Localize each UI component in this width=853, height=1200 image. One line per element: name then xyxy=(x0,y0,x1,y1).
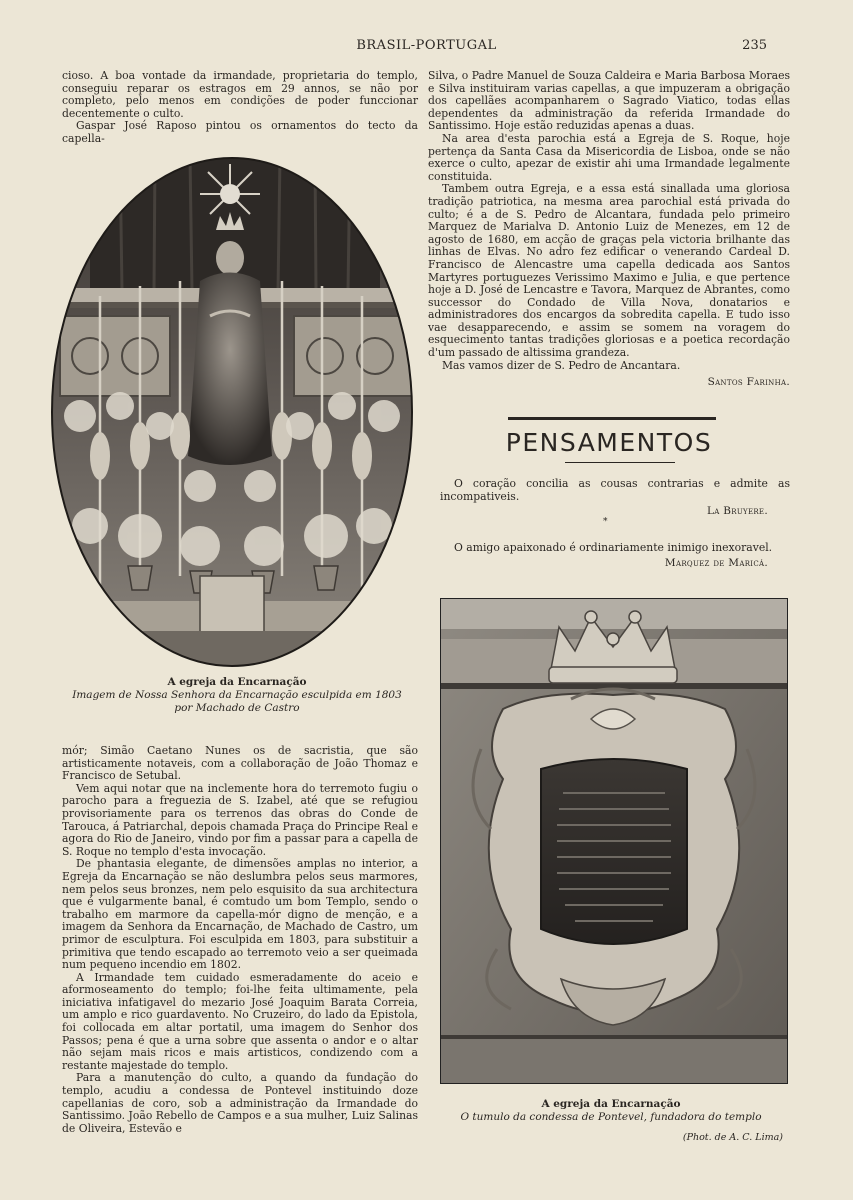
paragraph: Vem aqui notar que na inclemente hora do terremoto fugiu o parocho para a freguezia de S. Izabel, até que se refugiou provisoriamente para os terrenos das obras do Conde de Tarouca, á Patriarchal, depois chamada Praça do Principe Real e agora do Rio de Janeiro, vindo por fim a passar para a capella de S. Roque no templo d'esta invocação. xyxy=(62,781,418,858)
altar-photograph xyxy=(50,156,414,668)
paragraph: Tambem outra Egreja, e a essa está sinallada uma gloriosa tradição patriotica, na mesma area parochial está privada do culto; é a de S. Pedro de Alcantara, fundada pelo primeiro Marquez de Marialva D. Antonio Luiz de Menezes, em 12 de agosto de 1680, em acção de graças pela victoria brilhante das linhas de Elvas. No adro fez edificar o venerando Cardeal D. Francisco de Alencastre uma capella dedicada aos Santos Martyres portuguezes Verissimo Maximo e Julia, e que pertence hoje a D. José de Lencastre e Tavora, Marquez de Abrantes, como successor do Condado de Villa Nova, donatarios e administradores dos encargos da sobredita capella. E tudo isso vae desapparecendo, e assim se somem na voragem do esquecimento tantas tradições gloriosas e a poetica recordação d'um passado de altissima grandeza. xyxy=(428,182,790,360)
right-column-text xyxy=(428,70,790,388)
caption-line: O tumulo da condessa de Pontevel, fundadora do templo xyxy=(460,1111,762,1123)
paragraph: mór; Simão Caetano Nunes os de sacristia, que são artisticamente notaveis, com a collaboração de João Thomaz e Francisco de Setubal. xyxy=(62,744,418,783)
page-number: 235 xyxy=(742,38,767,53)
running-head xyxy=(0,38,853,56)
caption-title: A egreja da Encarnação xyxy=(167,676,307,688)
quote-author: Marquez de Maricá. xyxy=(664,556,768,569)
altar-figure-caption xyxy=(62,676,412,715)
publication-title: BRASIL-PORTUGAL xyxy=(356,38,497,53)
paragraph: Mas vamos dizer de S. Pedro de Ancantara. xyxy=(442,358,681,372)
quote xyxy=(440,478,790,517)
paragraph: cioso. A boa vontade da irmandade, proprietaria do templo, conseguiu reparar os estragos em 29 annos, se não por completo, pelo menos em condições de poder funccionar decentemente o culto. xyxy=(62,69,418,120)
section-title: PENSAMENTOS xyxy=(505,428,713,457)
quote-text: O amigo apaixonado é ordinariamente inimigo inexoravel. xyxy=(454,541,773,554)
paragraph: Na area d'esta parochia está a Egreja de S. Roque, hoje pertença da Santa Casa da Misericordia de Lisboa, onde se não exerce o culto, apezar de existir ahi uma Irmandade legalmente constituida. xyxy=(428,131,790,183)
section-divider xyxy=(508,417,716,420)
tomb-figure-caption xyxy=(430,1098,792,1124)
paragraph: Para a manutenção do culto, a quando da fundação do templo, acudiu a condessa de Pontevel instituindo doze capellanias de coro, sob a administração da Irmandade do Santissimo. João Rebello de Campos e a sua mulher, Luiz Salinas de Oliveira, Estevão e xyxy=(62,1071,418,1135)
quote-text: O coração concilia as cousas contrarias e admite as incompativeis. xyxy=(440,477,790,503)
separator: * xyxy=(603,517,608,527)
tomb-photograph xyxy=(440,598,788,1084)
title-underline xyxy=(565,462,675,463)
quote xyxy=(440,542,790,569)
caption-line: por Machado de Castro xyxy=(174,702,300,714)
paragraph: Silva, o Padre Manuel de Souza Caldeira e Maria Barbosa Moraes e Silva instituiram varias capellas, a que impuzeram a obrigação dos capellães acompanharem o Sagrado Viatico, todas ellas dependentes da administração da referida Irmandade do Santissimo. Hoje estão reduzidas apenas a duas. xyxy=(428,69,790,133)
caption-line: Imagem de Nossa Senhora da Encarnação esculpida em 1803 xyxy=(72,689,402,701)
tomb-image xyxy=(441,599,787,1083)
left-column-top-text xyxy=(62,70,418,146)
paragraph: A Irmandade tem cuidado esmeradamente do aceio e aformoseamento do templo; foi-lhe feita ultimamente, pela iniciativa infatigavel do mezario José Joaquim Barata Correia, um amplo e rico guardavento. No Cruzeiro, do lado da Epistola, foi collocada em altar portatil, uma imagem do Senhor dos Passos; pena é que a urna sobre que assenta o andor e o altar não sejam mais ricos e mais artisticos, condizendo com a restante majestade do templo. xyxy=(62,970,418,1072)
caption-title: A egreja da Encarnação xyxy=(541,1098,681,1110)
altar-image xyxy=(50,156,414,668)
paragraph: Gaspar José Raposo pintou os ornamentos do tecto da capella- xyxy=(62,119,418,145)
left-column-bottom-text xyxy=(62,745,418,1135)
photo-credit: (Phot. de A. C. Lima) xyxy=(682,1132,783,1143)
author-signature: Santos Farinha. xyxy=(707,376,790,389)
quote-author: La Bruyere. xyxy=(706,505,768,518)
paragraph: De phantasia elegante, de dimensões amplas no interior, a Egreja da Encarnação se não deslumbra pelos seus marmores, nem pelos seus bronzes, nem pelo esquisito da sua architectura que é vulgarmente banal, é comtudo um bom Templo, sendo o trabalho em marmore da capella-mór digno de menção, e a imagem da Senhora da Encarnação, de Machado de Castro, um primor de esculptura. Foi esculpida em 1803, para substituir a primitiva que tendo escapado ao terremoto veio a ser queimada num pequeno incendio em 1802. xyxy=(62,857,418,972)
